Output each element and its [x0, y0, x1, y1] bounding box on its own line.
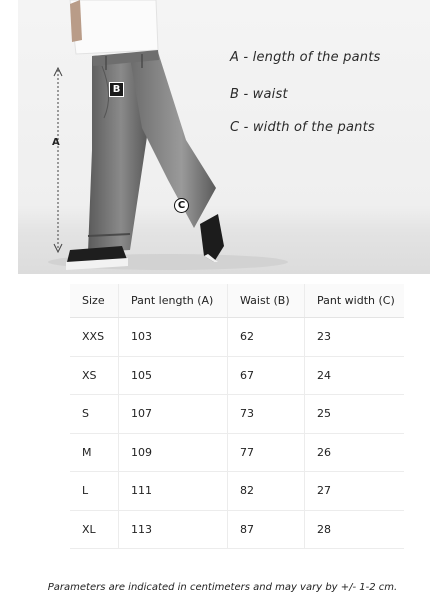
cell-width: 26 — [305, 433, 405, 472]
waist-marker: B — [109, 82, 124, 97]
legend-length: A - length of the pants — [230, 50, 381, 65]
cell-length: 107 — [119, 395, 228, 434]
cell-waist: 62 — [228, 318, 305, 357]
cell-waist: 67 — [228, 356, 305, 395]
table-row — [70, 510, 404, 549]
cell-length: 111 — [119, 472, 228, 511]
cell-length: 109 — [119, 433, 228, 472]
header-pant-length: Pant length (A) — [119, 284, 228, 318]
cell-width: 25 — [305, 395, 405, 434]
cell-length: 113 — [119, 510, 228, 549]
size-chart-table — [70, 284, 404, 549]
header-pant-width: Pant width (C) — [305, 284, 405, 318]
cell-width: 23 — [305, 318, 405, 357]
cell-width: 24 — [305, 356, 405, 395]
cell-size: L — [70, 472, 119, 511]
cell-length: 105 — [119, 356, 228, 395]
cell-size: S — [70, 395, 119, 434]
length-marker-label: A — [52, 137, 60, 148]
product-photo — [18, 0, 430, 274]
header-size: Size — [70, 284, 119, 318]
cell-size: M — [70, 433, 119, 472]
cell-size: XXS — [70, 318, 119, 357]
header-waist: Waist (B) — [228, 284, 305, 318]
table-row — [70, 318, 404, 357]
legend-width: C - width of the pants — [230, 120, 375, 135]
cell-waist: 77 — [228, 433, 305, 472]
cell-waist: 73 — [228, 395, 305, 434]
pants-model-illustration — [18, 0, 430, 274]
cell-size: XL — [70, 510, 119, 549]
legend-waist: B - waist — [230, 87, 288, 102]
table-row — [70, 472, 404, 511]
table-header-row — [70, 284, 404, 318]
table-row — [70, 433, 404, 472]
cell-waist: 82 — [228, 472, 305, 511]
cell-size: XS — [70, 356, 119, 395]
table-row — [70, 356, 404, 395]
width-marker: C — [174, 198, 189, 213]
cell-width: 28 — [305, 510, 405, 549]
measurement-note: Parameters are indicated in centimeters and may vary by +/- 1-2 cm. — [47, 582, 398, 593]
cell-waist: 87 — [228, 510, 305, 549]
cell-width: 27 — [305, 472, 405, 511]
cell-length: 103 — [119, 318, 228, 357]
table-row — [70, 395, 404, 434]
